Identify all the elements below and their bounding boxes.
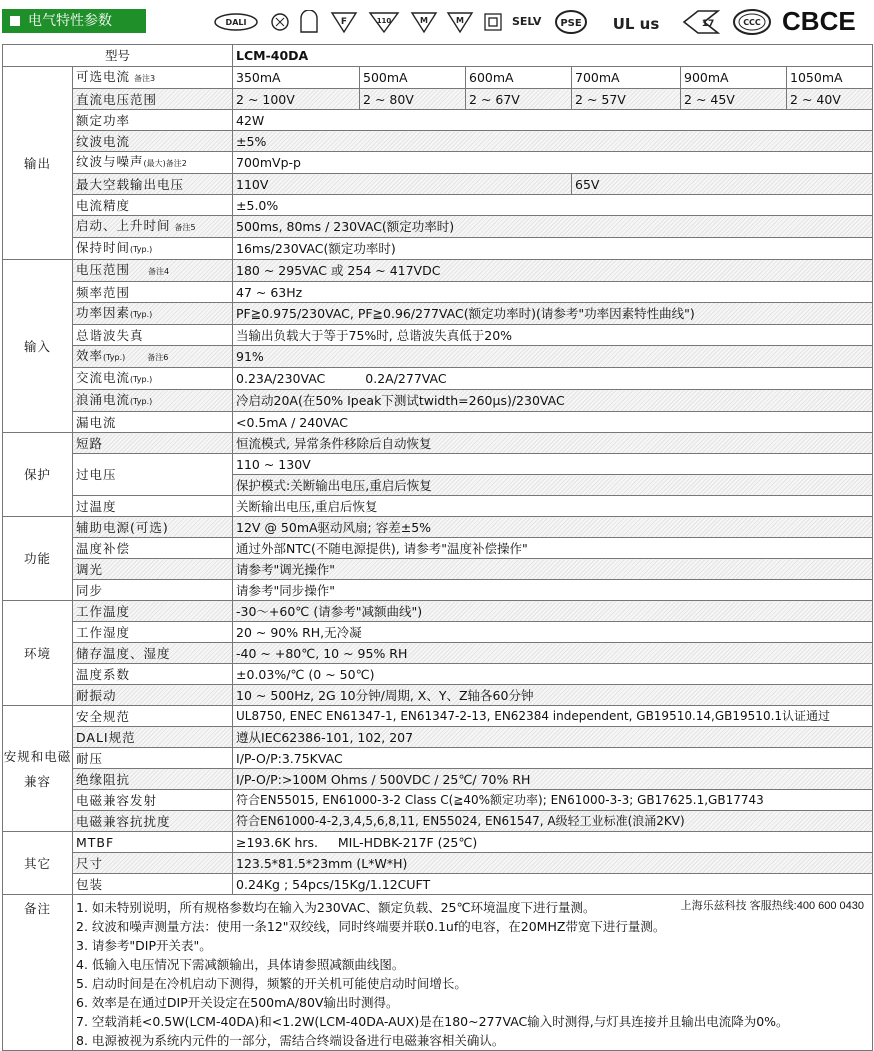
table-row — [3, 853, 873, 874]
row-label: 安全规范 — [73, 706, 233, 727]
f-mark-icon — [330, 10, 358, 34]
row-value: 47 ~ 63Hz — [233, 282, 873, 303]
row-label: 频率范围 — [73, 282, 233, 303]
note-item: 2. 纹波和噪声测量方法：使用一条12"双绞线，同时终端要并联0.1uf的电容，在20MHZ带宽下进行量测。 — [76, 919, 666, 934]
row-value: 110 ~ 130V — [233, 454, 873, 475]
row-label: 功率因素(Typ.) — [73, 303, 233, 325]
current-350: 350mA — [233, 67, 360, 89]
row-value: PF≧0.975/230VAC, PF≧0.96/277VAC(额定功率时)(请参考"功率因素特性曲线") — [233, 303, 873, 325]
m-mark-2-icon — [446, 10, 474, 34]
table-row — [3, 195, 873, 216]
110-mark-icon — [368, 10, 400, 34]
table-row — [3, 131, 873, 152]
row-label: 额定功率 — [73, 110, 233, 131]
cert-f: F — [340, 17, 348, 27]
double-insulation-icon — [484, 13, 502, 31]
row-label: 过温度 — [73, 496, 233, 517]
dali-logo-icon — [214, 12, 258, 32]
row-value: 恒流模式, 异常条件移除后自动恢复 — [233, 433, 873, 454]
table-row — [3, 874, 873, 895]
table-row — [3, 832, 873, 853]
row-value: 保护模式:关断输出电压,重启后恢复 — [233, 475, 873, 496]
maxv-b: 65V — [572, 174, 873, 195]
row-value: ±0.03%/℃ (0 ~ 50℃) — [233, 664, 873, 685]
cert-ce: CE — [819, 6, 856, 36]
others-section-title: 其它 — [3, 832, 73, 895]
environment-section-title: 环境 — [3, 601, 73, 706]
table-row — [3, 390, 873, 412]
row-value: 16ms/230VAC(额定功率时) — [233, 238, 873, 260]
table-row — [3, 433, 873, 454]
spec-table — [2, 44, 873, 1051]
table-row — [3, 643, 873, 664]
table-row — [3, 496, 873, 517]
table-row — [3, 303, 873, 325]
row-label: 纹波电流 — [73, 131, 233, 152]
table-row — [3, 454, 873, 475]
row-value: 请参考"调光操作" — [233, 559, 873, 580]
hotline-text: 上海乐兹科技 客服热线:400 600 0430 — [680, 900, 865, 912]
table-row — [3, 790, 873, 811]
row-label: 浪涌电流(Typ.) — [73, 390, 233, 412]
table-row — [3, 152, 873, 174]
current-1050: 1050mA — [787, 67, 873, 89]
row-label: 电流精度 — [73, 195, 233, 216]
row-label: 效率(Typ.) 备注6 — [73, 346, 233, 368]
row-value: 关断输出电压,重启后恢复 — [233, 496, 873, 517]
table-row — [3, 216, 873, 238]
row-label: 耐压 — [73, 748, 233, 769]
row-label: 启动、上升时间 备注5 — [73, 216, 233, 238]
table-row — [3, 706, 873, 727]
row-value: ±5% — [233, 131, 873, 152]
row-label: MTBF — [73, 832, 233, 853]
row-label: 可选电流 备注3 — [73, 67, 233, 89]
row-value: ±5.0% — [233, 195, 873, 216]
row-value: 通过外部NTC(不随电源提供), 请参考"温度补偿操作" — [233, 538, 873, 559]
row-label: 电磁兼容抗扰度 — [73, 811, 233, 832]
table-row — [3, 580, 873, 601]
row-label: 漏电流 — [73, 412, 233, 433]
row-value: 180 ~ 295VAC 或 254 ~ 417VDC — [233, 260, 873, 282]
row-value: -40 ~ +80℃, 10 ~ 95% RH — [233, 643, 873, 664]
note-item: 3. 请参考"DIP开关表"。 — [76, 938, 212, 953]
output-section-title: 输出 — [3, 67, 73, 260]
table-row — [3, 769, 873, 790]
safety-section-title: 安规和电磁兼容 — [3, 706, 73, 832]
row-value: UL8750, ENEC EN61347-1, EN61347-2-13, EN62384 independent, GB19510.14,GB19510.1认证通过 — [233, 706, 873, 727]
cert-dali: DALI — [225, 18, 247, 27]
m-mark-icon — [410, 10, 438, 34]
vrange-2: 2 ~ 80V — [360, 89, 466, 110]
row-value: I/P-O/P:>100M Ohms / 500VDC / 25℃/ 70% RH — [233, 769, 873, 790]
model-value: LCM-40DA — [233, 45, 873, 67]
table-row — [3, 325, 873, 346]
table-row — [3, 622, 873, 643]
row-label: 过电压 — [73, 454, 233, 496]
cert-pse: PSE — [560, 18, 582, 29]
row-value: 冷启动20A(在50% Ipeak下测试twidth=260μs)/230VAC — [233, 390, 873, 412]
row-label: 短路 — [73, 433, 233, 454]
notes-section-title: 备注 — [3, 895, 73, 1051]
table-row — [3, 260, 873, 282]
table-row — [3, 412, 873, 433]
row-value: 123.5*81.5*23mm (L*W*H) — [233, 853, 873, 874]
current-600: 600mA — [466, 67, 572, 89]
note-item: 6. 效率是在通过DIP开关设定在500mA/80V输出时测得。 — [76, 995, 399, 1010]
row-value: 700mVp-p — [233, 152, 873, 174]
table-row — [3, 282, 873, 303]
table-row — [3, 110, 873, 131]
row-label: 总谐波失真 — [73, 325, 233, 346]
row-label: 温度补偿 — [73, 538, 233, 559]
note-item: 1. 如未特别说明，所有规格参数均在输入为230VAC、额定负载、25℃环境温度下进行量测。 — [76, 900, 596, 915]
row-label: 直流电压范围 — [73, 89, 233, 110]
row-label: 电压范围 备注4 — [73, 260, 233, 282]
cert-m2: M — [456, 16, 464, 25]
row-label: 纹波与噪声(最大)备注2 — [73, 152, 233, 174]
row-value: 0.24Kg ; 54pcs/15Kg/1.12CUFT — [233, 874, 873, 895]
vrange-6: 2 ~ 40V — [787, 89, 873, 110]
row-label: 工作湿度 — [73, 622, 233, 643]
note-item: 8. 电源被视为系统内元件的一部分，需结合终端设备进行电磁兼容相关确认。 — [76, 1033, 505, 1048]
row-label: 温度系数 — [73, 664, 233, 685]
row-label: 辅助电源(可选) — [73, 517, 233, 538]
row-value: 0.23A/230VAC 0.2A/277VAC — [233, 368, 873, 390]
row-label: 同步 — [73, 580, 233, 601]
note-item: 4. 低输入电压情况下需减额输出，具体请参照减额曲线图。 — [76, 957, 405, 972]
current-900: 900mA — [681, 67, 787, 89]
cb-ce-marks — [782, 6, 856, 37]
input-section-title: 输入 — [3, 260, 73, 433]
table-row — [3, 727, 873, 748]
row-label: 交流电流(Typ.) — [73, 368, 233, 390]
current-500: 500mA — [360, 67, 466, 89]
row-label: 调光 — [73, 559, 233, 580]
table-row — [3, 601, 873, 622]
transformer-symbol-icon — [298, 10, 320, 34]
header-bar — [0, 0, 874, 44]
row-value: <0.5mA / 240VAC — [233, 412, 873, 433]
row-value: 符合EN61000-4-2,3,4,5,6,8,11, EN55024, EN61547, A级轻工业标准(浪涌2KV) — [233, 811, 873, 832]
table-row — [3, 89, 873, 110]
row-label: 保持时间(Typ.) — [73, 238, 233, 260]
model-row — [3, 45, 873, 67]
row-label: 包装 — [73, 874, 233, 895]
lamp-symbol-icon — [270, 10, 290, 34]
vrange-4: 2 ~ 57V — [572, 89, 681, 110]
cert-17: 17 — [701, 19, 715, 29]
note-item: 5. 启动时间是在冷机启动下测得，频繁的开关机可能使启动时间增长。 — [76, 976, 467, 991]
table-row — [3, 664, 873, 685]
vrange-5: 2 ~ 45V — [681, 89, 787, 110]
cert-110: 110 — [376, 17, 392, 25]
notes-cell — [73, 895, 873, 1051]
table-row — [3, 538, 873, 559]
square-icon — [10, 16, 20, 26]
table-row — [3, 517, 873, 538]
table-row — [3, 174, 873, 195]
cert-ccc: CCC — [743, 18, 761, 27]
cert-cb: CB — [782, 6, 820, 36]
function-section-title: 功能 — [3, 517, 73, 601]
table-row — [3, 238, 873, 260]
note-item: 7. 空载消耗<0.5W(LCM-40DA)和<1.2W(LCM-40DA-AUX)是在180~277VAC输入时测得,与灯具连接并且输出电流降为0%。 — [76, 1014, 789, 1029]
model-label: 型号 — [3, 45, 233, 67]
cert-m1: M — [420, 16, 428, 25]
section-title: 电气特性参数 — [28, 13, 112, 29]
row-value: -30～+60℃ (请参考"减额曲线") — [233, 601, 873, 622]
row-value: I/P-O/P:3.75KVAC — [233, 748, 873, 769]
table-row — [3, 346, 873, 368]
row-label: 工作温度 — [73, 601, 233, 622]
row-value: 12V @ 50mA驱动风扇; 容差±5% — [233, 517, 873, 538]
ccc-mark-icon — [732, 8, 772, 36]
table-row — [3, 368, 873, 390]
row-value: 当输出负载大于等于75%时, 总谐波失真低于20% — [233, 325, 873, 346]
cert-selv: SELV — [512, 15, 542, 28]
row-label: 储存温度、湿度 — [73, 643, 233, 664]
row-value: 遵从IEC62386-101, 102, 207 — [233, 727, 873, 748]
notes-row — [3, 895, 873, 1051]
row-value: 91% — [233, 346, 873, 368]
row-label: 尺寸 — [73, 853, 233, 874]
row-value: ≥193.6K hrs. MIL-HDBK-217F (25℃) — [233, 832, 873, 853]
ul-mark-icon — [598, 8, 674, 36]
row-label: 最大空载输出电压 — [73, 174, 233, 195]
row-value: 10 ~ 500Hz, 2G 10分钟/周期, X、Y、Z轴各60分钟 — [233, 685, 873, 706]
table-row — [3, 811, 873, 832]
pse-mark-icon — [554, 9, 588, 35]
row-label: DALI规范 — [73, 727, 233, 748]
row-value: 符合EN55015, EN61000-3-2 Class C(≧40%额定功率); EN61000-3-3; GB17625.1,GB17743 — [233, 790, 873, 811]
table-row — [3, 559, 873, 580]
vrange-3: 2 ~ 67V — [466, 89, 572, 110]
current-700: 700mA — [572, 67, 681, 89]
row-value: 20 ~ 90% RH,无冷凝 — [233, 622, 873, 643]
table-row — [3, 748, 873, 769]
row-label: 耐振动 — [73, 685, 233, 706]
vrange-1: 2 ~ 100V — [233, 89, 360, 110]
cert-17-mark-icon — [680, 8, 722, 36]
protection-section-title: 保护 — [3, 433, 73, 517]
maxv-a: 110V — [233, 174, 572, 195]
row-label: 电磁兼容发射 — [73, 790, 233, 811]
row-value: 42W — [233, 110, 873, 131]
table-row — [3, 685, 873, 706]
section-title-badge — [2, 9, 146, 33]
row-value: 请参考"同步操作" — [233, 580, 873, 601]
cert-ul: UL us — [612, 15, 660, 33]
table-row — [3, 67, 873, 89]
row-value: 500ms, 80ms / 230VAC(额定功率时) — [233, 216, 873, 238]
row-label: 绝缘阻抗 — [73, 769, 233, 790]
